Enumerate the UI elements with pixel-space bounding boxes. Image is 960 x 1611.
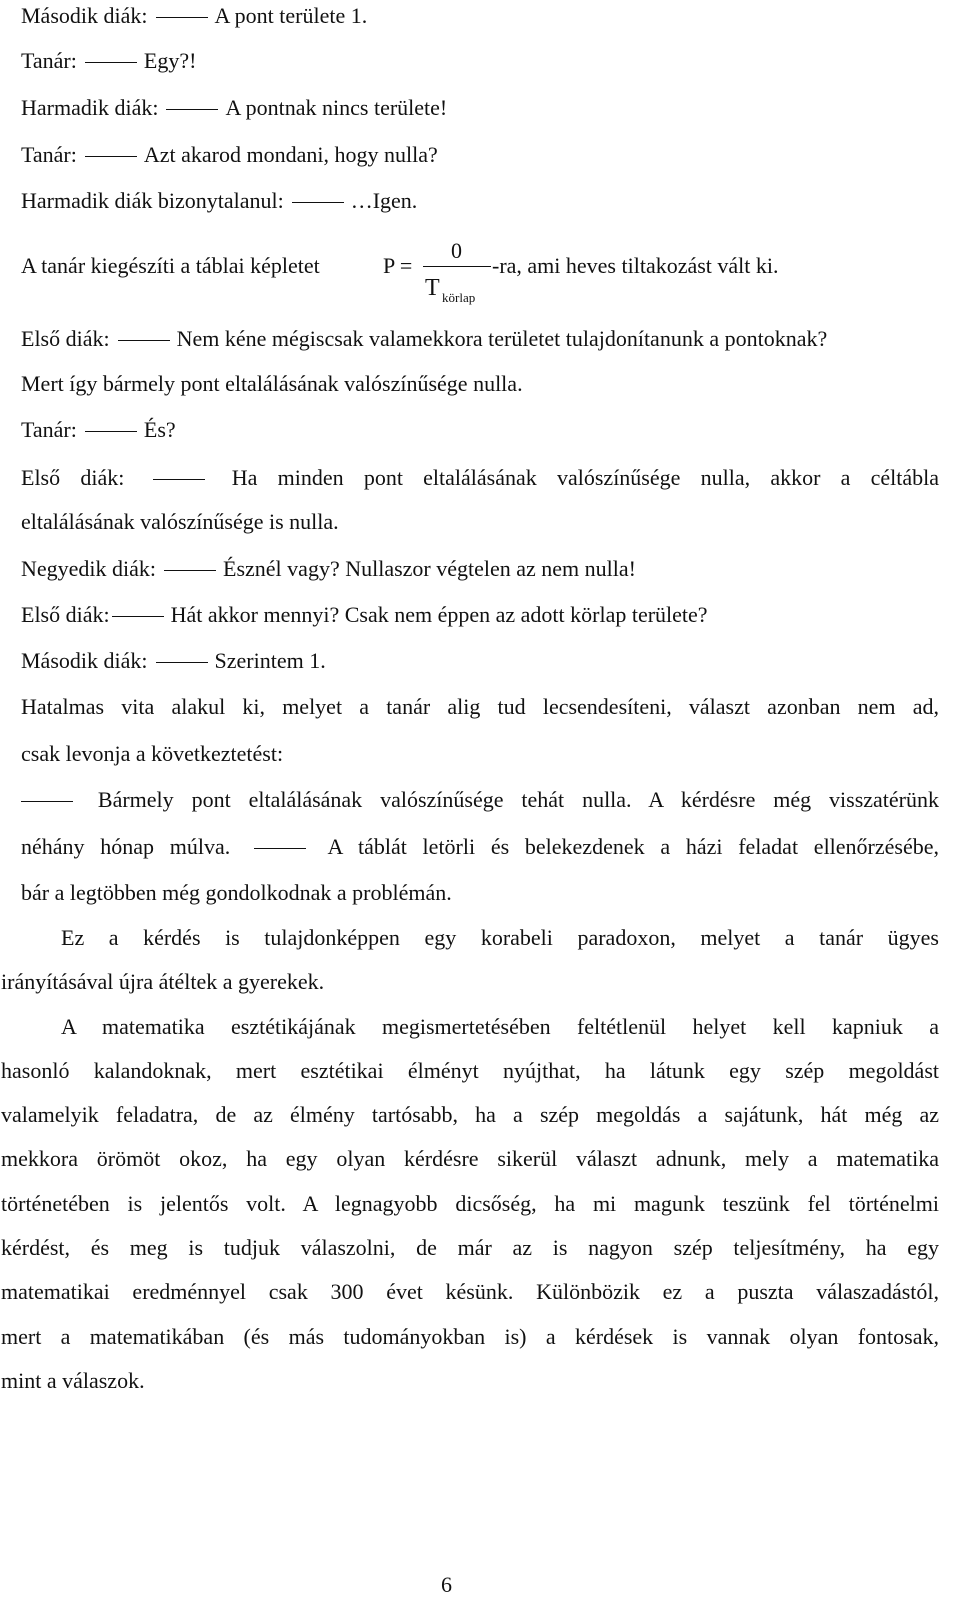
utterance: Észnél vagy? Nullaszor végtelen az nem nulla! <box>223 556 636 581</box>
formula-intro: A tanár kiegészíti a táblai képletet <box>21 253 320 278</box>
speaker: Tanár: <box>21 48 77 73</box>
utterance: …Igen. <box>350 188 418 213</box>
utterance: Hát akkor mennyi? Csak nem éppen az adott körlap területe? <box>170 602 708 627</box>
narration-text: A táblát letörli és belekezdenek a házi feladat ellenőrzésébe, <box>327 834 940 859</box>
narration-line: Hatalmas vita alakul ki, melyet a tanár alig tud lecsendesíteni, választ azonban nem ad, <box>21 694 939 719</box>
speaker: Második diák: <box>21 3 148 28</box>
utterance: És? <box>143 417 176 442</box>
speaker: Első diák: <box>21 602 110 627</box>
paragraph-line: valamelyik feladatra, de az élmény tartósabb, ha a szép megoldás a sajátunk, hát még az <box>1 1102 939 1127</box>
narration-line <box>21 786 939 814</box>
em-dash <box>156 662 208 663</box>
utterance: Azt akarod mondani, hogy nulla? <box>143 142 438 167</box>
paragraph-line: Ez a kérdés is tulajdonképpen egy korabeli paradoxon, melyet a tanár ügyes <box>61 925 939 950</box>
formula-lhs: P = <box>383 253 413 278</box>
dialogue-line <box>21 325 827 353</box>
utterance: Szerintem 1. <box>214 648 326 673</box>
speaker: Harmadik diák bizonytalanul: <box>21 188 284 213</box>
speaker: Tanár: <box>21 142 77 167</box>
paragraph-line: történetében is jelentős volt. A legnagyobb dicsőség, ha mi magunk teszünk fel történelmi <box>1 1191 939 1216</box>
dialogue-line <box>21 601 708 629</box>
narration-line <box>21 833 939 861</box>
speaker: Negyedik diák: <box>21 556 157 581</box>
dialogue-line <box>21 647 326 675</box>
paragraph-line: mekkora örömöt okoz, ha egy olyan kérdésre sikerül választ adnunk, mely a matematika <box>1 1146 939 1171</box>
speaker: Harmadik diák: <box>21 95 159 120</box>
em-dash <box>153 479 205 480</box>
em-dash <box>118 340 170 341</box>
dialogue-line <box>21 555 636 583</box>
em-dash <box>254 848 306 849</box>
dialogue-line <box>21 187 417 215</box>
page-number: 6 <box>441 1572 452 1597</box>
speaker: Tanár: <box>21 417 77 442</box>
em-dash <box>85 156 137 157</box>
dialogue-line <box>21 47 196 75</box>
speaker: Első diák: <box>21 326 110 351</box>
paragraph-line: mert a matematikában (és más tudományokban is) a kérdések is vannak olyan fontosak, <box>1 1324 939 1349</box>
dialogue-line <box>21 2 367 30</box>
paragraph-line: A matematika esztétikájának megismertetésében feltétlenül helyet kell kapniuk a <box>61 1014 939 1039</box>
utterance: A pontnak nincs területe! <box>225 95 448 120</box>
narration-line: csak levonja a következtetést: <box>21 741 284 766</box>
fraction-bar <box>423 266 491 267</box>
paragraph-line: mint a válaszok. <box>1 1368 145 1393</box>
dialogue-line <box>21 94 447 122</box>
em-dash <box>21 801 73 802</box>
em-dash <box>85 62 137 63</box>
narration-line: bár a legtöbben még gondolkodnak a problémán. <box>21 880 452 905</box>
paragraph-line: kérdést, és meg is tudjuk válaszolni, de már az is nagyon szép teljesítmény, ha egy <box>1 1235 939 1260</box>
formula-outro: -ra, ami heves tiltakozást vált ki. <box>492 253 779 278</box>
paragraph-line: hasonló kalandoknak, mert esztétikai élményt nyújthat, ha látunk egy szép megoldást <box>1 1058 939 1083</box>
speaker: Második diák: <box>21 648 148 673</box>
em-dash <box>112 616 164 617</box>
paragraph-line: matematikai eredménnyel csak 300 évet késünk. Különbözik ez a puszta válaszadástól, <box>1 1279 939 1304</box>
dialogue-line <box>21 141 438 169</box>
dialogue-line <box>21 416 176 444</box>
em-dash <box>292 202 344 203</box>
em-dash <box>156 17 208 18</box>
fraction-denominator-subscript: körlap <box>442 290 476 305</box>
em-dash <box>164 570 216 571</box>
speaker: Első diák: <box>21 465 125 490</box>
dialogue-line <box>21 464 939 492</box>
fraction-denominator: T <box>425 275 440 301</box>
dialogue-continuation: eltalálásának valószínűsége is nulla. <box>21 509 339 534</box>
narration-text: néhány hónap múlva. <box>21 834 231 859</box>
paragraph-line: irányításával újra átéltek a gyerekek. <box>1 969 325 994</box>
em-dash <box>85 431 137 432</box>
utterance: Ha minden pont eltalálásának valószínűsége nulla, akkor a céltábla <box>231 465 940 490</box>
formula-line <box>21 252 320 280</box>
utterance: A pont területe 1. <box>214 3 368 28</box>
utterance: Egy?! <box>143 48 197 73</box>
teacher-conclusion: Bármely pont eltalálásának valószínűsége tehát nulla. A kérdésre még visszatérünk <box>97 787 939 812</box>
fraction-numerator: 0 <box>451 238 462 263</box>
dialogue-continuation: Mert így bármely pont eltalálásának valószínűsége nulla. <box>21 371 523 396</box>
em-dash <box>166 109 218 110</box>
utterance: Nem kéne mégiscsak valamekkora területet tulajdonítanunk a pontoknak? <box>176 326 828 351</box>
